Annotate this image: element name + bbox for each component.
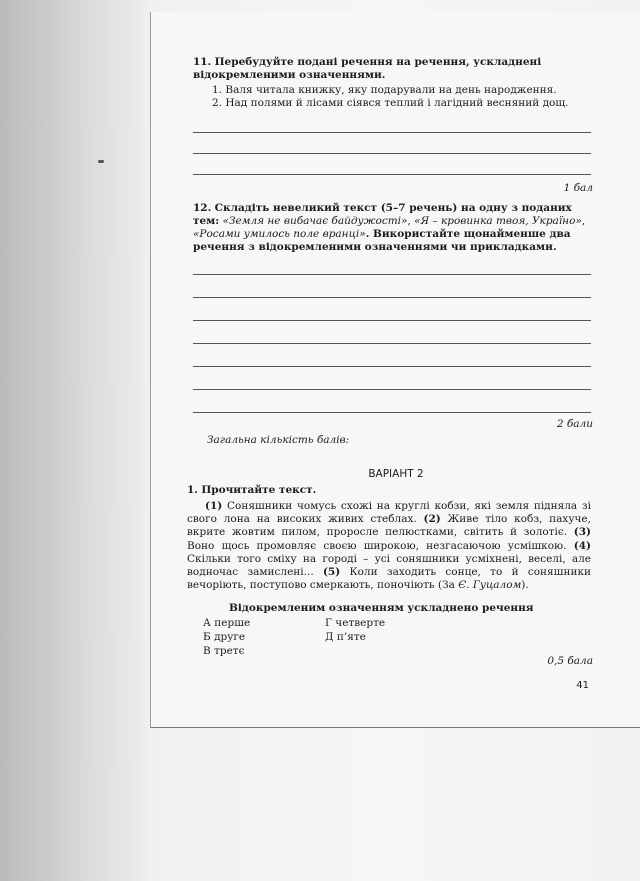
task-11-item-2: 2. Над полями й лісами сіявся теплий і лагідний весняний дощ. [212,97,569,109]
answer-line[interactable] [193,412,591,413]
author: Є. Гуцалом [458,579,522,592]
task-1-score: 0,5 бала [547,655,593,667]
variant-title: ВАРІАНТ 2 [368,468,424,480]
scan-shadow [0,0,150,881]
answer-line[interactable] [193,389,591,390]
total-score-label: Загальна кількість балів: [207,434,350,446]
task-12: 12. Складіть невеликий текст (5–7 речень) на одну з поданих тем: «Земля не вибачає байдужості», «Я – кровинка твоя, Україно», «Росами умилось поле вранці». Використайте щонайменше два речення з відокремленими означеннями чи прикладками. [193,202,586,253]
task-1-question: Відокремленим означенням ускладнено речення [229,602,534,614]
answer-line[interactable] [193,153,591,154]
option-c[interactable]: В третє [203,645,245,657]
answer-line[interactable] [193,297,591,298]
option-e[interactable]: Д п’яте [325,631,366,643]
theme-1: «Земля не вибачає байдужості» [222,215,408,227]
reading-text: (1) Соняшники чомусь схожі на круглі кобзи, які земля підняла зі свого лона на високих живих стеблах. (2) Живе тіло кобз, пахуче, вкрите жовтим пилом, проросле пелюстками, світить й золотіє. (3) Воно щось промовляє своєю широкою, незгасаючою усмішкою. (4) Скільки того сміху на городі – усі соняшники усміхнені, веселі, але водночас замислені... (5) Коли заходить сонце, то й соняшники вечоріють, поступово смеркають, поночіють (За Є. Гуцалом). [187,500,592,592]
option-b[interactable]: Б друге [203,631,246,643]
book-page [150,12,640,728]
answer-line[interactable] [193,174,591,175]
task-11-item-1: 1. Валя читала книжку, яку подарували на день народження. [212,84,557,96]
task-1-prompt: 1. Прочитайте текст. [187,484,317,496]
answer-line[interactable] [193,366,591,367]
answer-line[interactable] [193,132,591,133]
answer-line[interactable] [193,320,591,321]
task-11-prompt: 11. Перебудуйте подані речення на речення, ускладнені відокремленими означеннями. [193,56,542,81]
scan-speck [98,160,104,163]
answer-line[interactable] [193,274,591,275]
option-d[interactable]: Г четверте [325,617,386,629]
task-11 [193,56,593,110]
page-number: 41 [576,680,589,691]
theme-3: «Росами умилось поле вранці» [193,228,366,240]
task-11-score: 1 бал [563,182,593,194]
task-12-score: 2 бали [556,418,593,430]
option-a[interactable]: А перше [203,617,251,629]
answer-line[interactable] [193,343,591,344]
theme-2: «Я – кровинка твоя, Україно» [414,215,582,227]
